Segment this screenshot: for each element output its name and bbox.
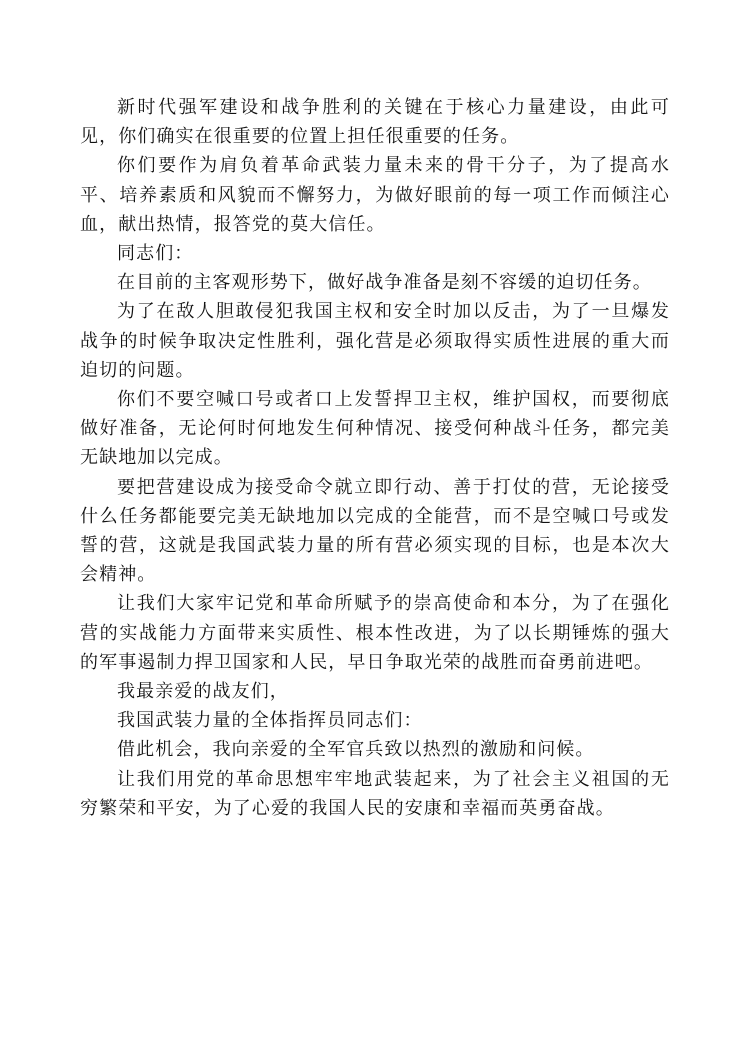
paragraph-10: 我国武装力量的全体指挥员同志们： [117,710,423,732]
paragraph-4: 在目前的主客观形势下，做好战争准备是刻不容缓的迫切任务。 [117,272,652,294]
paragraph-9: 我最亲爱的战友们， [117,681,289,703]
paragraph-5: 为了在敌人胆敢侵犯我国主权和安全时加以反击，为了一旦爆发战争的时候争取决定性胜利，强化营是必须取得实质性进展的重大而迫切的问题。 [80,301,670,381]
paragraph-11: 借此机会，我向亲爱的全军官兵致以热烈的激励和问候。 [117,739,595,761]
paragraph-8: 让我们大家牢记党和革命所赋予的崇高使命和本分，为了在强化营的实战能力方面带来实质性、根本性改进，为了以长期锤炼的强大的军事遏制力捍卫国家和人民，早日争取光荣的战胜而奋勇前进吧。 [80,593,670,673]
paragraph-1: 新时代强军建设和战争胜利的关键在于核心力量建设，由此可见，你们确实在很重要的位置上担任很重要的任务。 [80,97,670,148]
paragraph-7: 要把营建设成为接受命令就立即行动、善于打仗的营，无论接受什么任务都能要完美无缺地加以完成的全能营，而不是空喊口号或发誓的营，这就是我国武装力量的所有营必须实现的目标，也是本次大会精神。 [80,476,670,586]
paragraph-2: 你们要作为肩负着革命武装力量未来的骨干分子，为了提高水平、培养素质和风貌而不懈努力，为做好眼前的每一项工作而倾注心血，献出热情，报答党的莫大信任。 [80,155,670,235]
paragraph-6: 你们不要空喊口号或者口上发誓捍卫主权，维护国权，而要彻底做好准备，无论何时何地发生何种情况、接受何种战斗任务，都完美无缺地加以完成。 [80,389,670,469]
paragraph-12: 让我们用党的革命思想牢牢地武装起来，为了社会主义祖国的无穷繁荣和平安，为了心爱的我国人民的安康和幸福而英勇奋战。 [80,768,670,819]
document-body [80,93,670,823]
paragraph-3: 同志们： [117,243,194,265]
